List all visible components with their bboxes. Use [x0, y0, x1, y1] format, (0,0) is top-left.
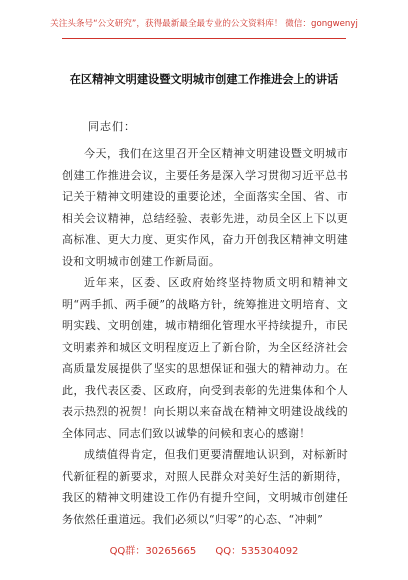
document-body [62, 143, 348, 530]
qq-group-number: 30265665 [145, 546, 197, 557]
qq-contact [215, 546, 298, 557]
qq-group-label: QQ群： [109, 546, 146, 557]
greeting: 同志们： [88, 120, 136, 133]
footer-contact [0, 542, 408, 557]
qq-contact-number: 535304092 [241, 546, 299, 557]
header-promo-note: 关注头条号“公文研究”，获得最新最全最专业的公文资料库！ 微信：gongwenyj [50, 19, 358, 29]
document-title: 在区精神文明建设暨文明城市创建工作推进会上的讲话 [69, 73, 339, 86]
paragraph-2: 近年来，区委、区政府始终坚持物质文明和精神文明“两手抓、两手硬”的战略方针，统筹推进文明培育、文明实践、文明创建，城市精细化管理水平持续提升，市民文明素养和城区文明程度迈上了新台阶，为全区经济社会高质量发展提供了坚实的思想保证和强大的精神动力。在此，我代表区委、区政府，向受到表彰的先进集体和个人表示热烈的祝贺！向长期以来奋战在精神文明建设战线的全体同志、同志们致以诚挚的问候和衷心的感谢！ [62, 276, 348, 440]
qq-contact-label: QQ： [215, 546, 242, 557]
header-divider [62, 38, 346, 39]
paragraph-1: 今天，我们在这里召开全区精神文明建设暨文明城市创建工作推进会议，主要任务是深入学习贯彻习近平总书记关于精神文明建设的重要论述，全面落实全国、省、市相关会议精神，总结经验、表彰先进，动员全区上下以更高标准、更大力度、更实作风，奋力开创我区精神文明建设和文明城市创建工作新局面。 [62, 147, 348, 268]
qq-group [110, 546, 197, 557]
paragraph-3: 成绩值得肯定，但我们更要清醒地认识到，对标新时代新征程的新要求，对照人民群众对美好生活的新期待，我区的精神文明建设工作仍有提升空间，文明城市创建任务依然任重道远。我们必须以“归零”的心态、“冲刺” [62, 448, 348, 526]
